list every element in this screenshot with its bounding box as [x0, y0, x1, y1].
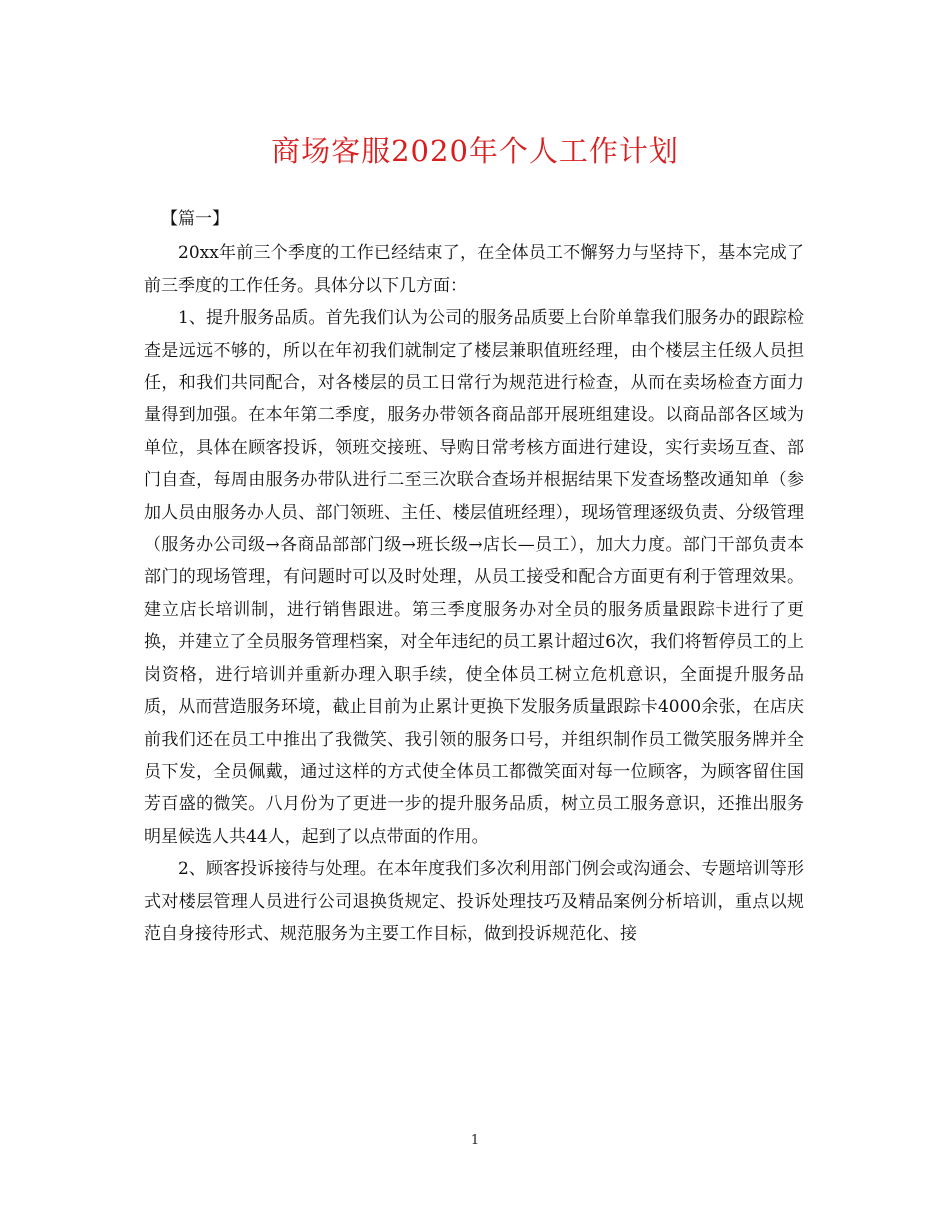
paragraph-intro: 20xx年前三个季度的工作已经结束了，在全体员工不懈努力与坚持下，基本完成了前三季度的工作任务。具体分以下几方面：: [144, 243, 804, 296]
paragraph-service-quality: 1、提升服务品质。首先我们认为公司的服务品质要上台阶单靠我们服务办的跟踪检查是远远不够的，所以在年初我们就制定了楼层兼职值班经理，由个楼层主任级人员担任，和我们共同配合，对各楼层的员工日常行为规范进行检查，从而在卖场检查方面力量得到加强。在本年第二季度，服务办带领各商品部开展班组建设。以商品部各区域为单位，具体在顾客投诉，领班交接班、导购日常考核方面进行建设，实行卖场互查、部门自查，每周由服务办带队进行二至三次联合查场并根据结果下发查场整改通知单（参加人员由服务办人员、部门领班、主任、楼层值班经理），现场管理逐级负责、分级管理（服务办公司级→各商品部部门级→班长级→店长—员工），加大力度。部门干部负责本部门的现场管理，有问题时可以及时处理，从员工接受和配合方面更有利于管理效果。建立店长培训制，进行销售跟进。第三季度服务办对全员的服务质量跟踪卡进行了更换，并建立了全员服务管理档案，对全年违纪的员工累计超过6次，我们将暂停员工的上岗资格，进行培训并重新办理入职手续，使全体员工树立危机意识，全面提升服务品质，从而营造服务环境，截止目前为止累计更换下发服务质量跟踪卡4000余张，在店庆前我们还在员工中推出了我微笑、我引领的服务口号，并组织制作员工微笑服务牌并全员下发，全员佩戴，通过这样的方式使全体员工都微笑面对每一位顾客，为顾客留住国芳百盛的微笑。八月份为了更进一步的提升服务品质，树立员工服务意识，还推出服务明星候选人共44人，起到了以点带面的作用。: [144, 308, 804, 847]
page-number: 1: [470, 1133, 480, 1148]
section-heading: 【篇一】: [161, 209, 229, 229]
document-title: 商场客服2020年个人工作计划: [271, 134, 679, 168]
document-body: [144, 203, 804, 950]
paragraph-complaints: 2、顾客投诉接待与处理。在本年度我们多次利用部门例会或沟通会、专题培训等形式对楼层管理人员进行公司退换货规定、投诉处理技巧及精品案例分析培训，重点以规范自身接待形式、规范服务为主要工作目标，做到投诉规范化、接: [144, 859, 804, 944]
